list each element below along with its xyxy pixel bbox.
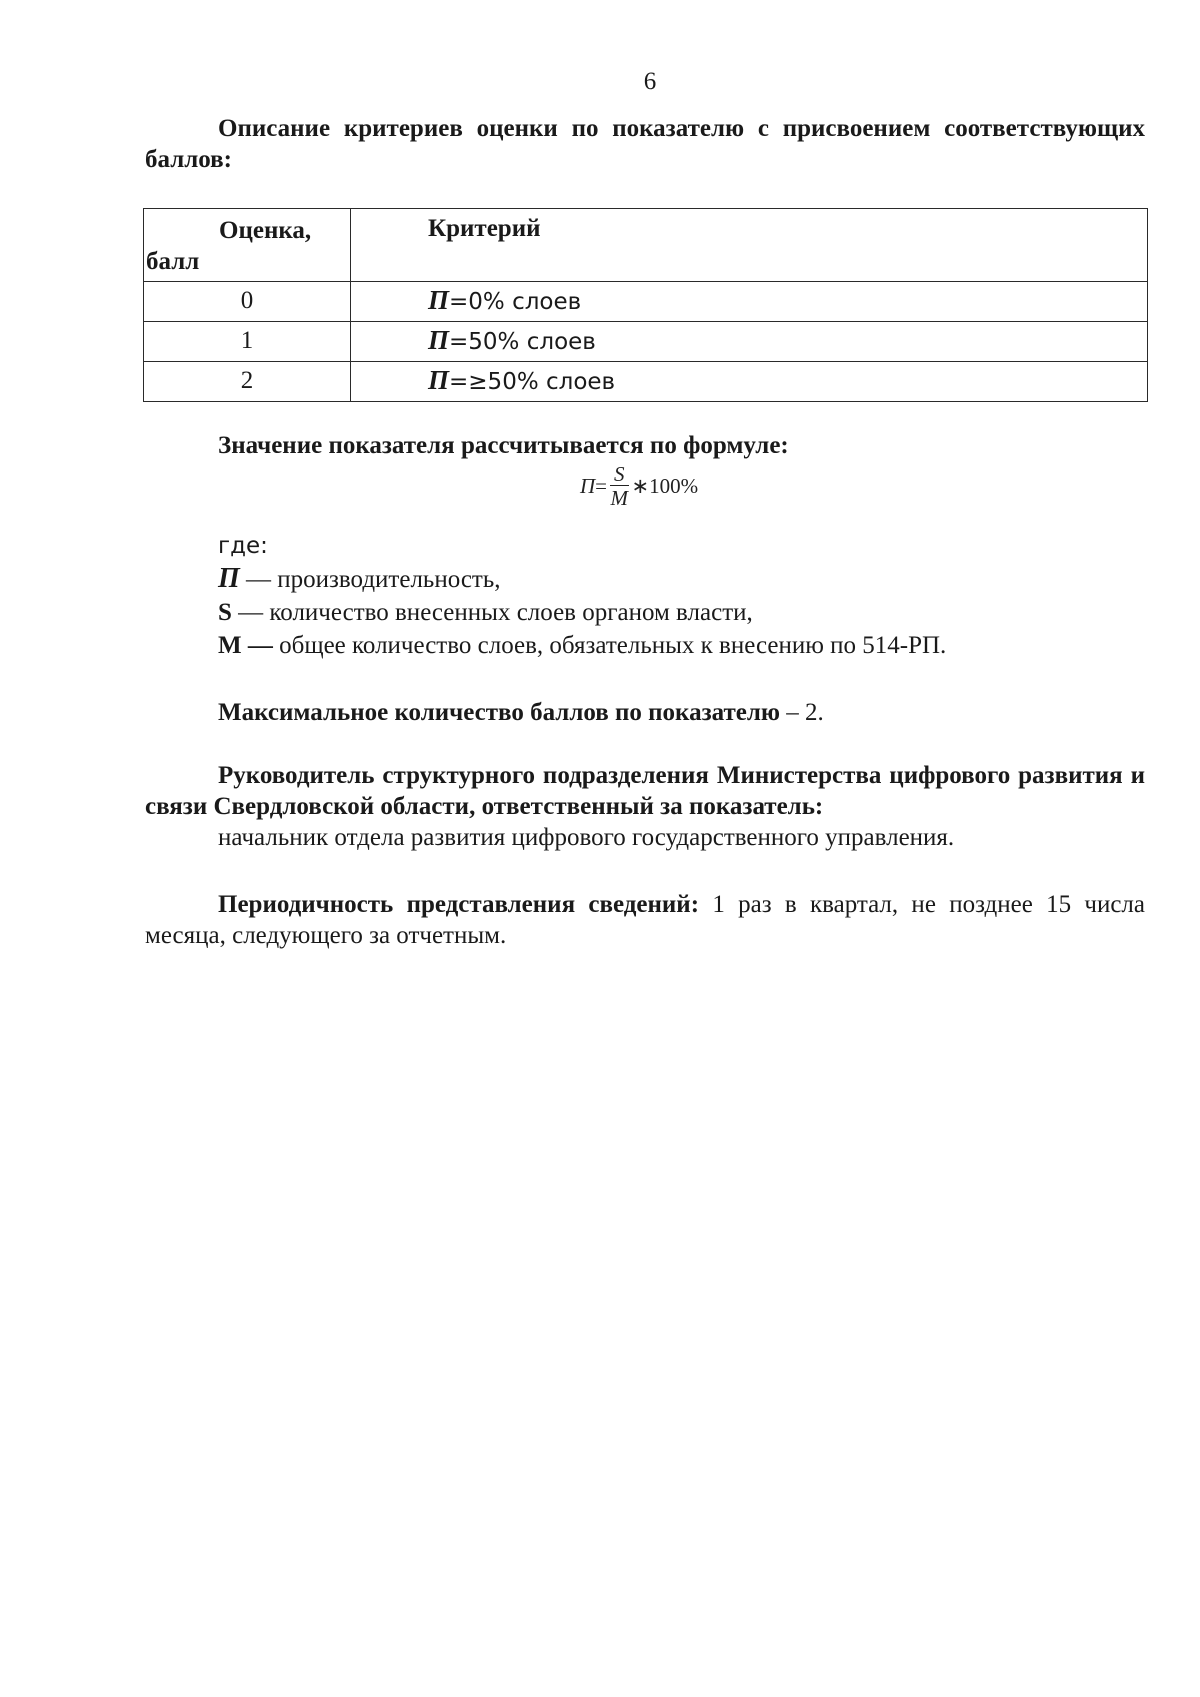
periodicity-paragraph bbox=[145, 889, 1145, 951]
criterion-text: =50% слоев bbox=[449, 329, 596, 355]
max-points-label: Максимальное количество баллов по показателю bbox=[218, 699, 780, 726]
criterion-text: =≥50% слоев bbox=[449, 369, 616, 395]
periodicity-label: Периодичность представления сведений: bbox=[218, 891, 700, 918]
header-score-line1: Оценка, bbox=[219, 217, 312, 244]
criterion-symbol: П bbox=[428, 325, 450, 355]
header-score-line2: балл bbox=[146, 248, 200, 275]
table-row bbox=[144, 362, 1148, 402]
definition-symbol: M — bbox=[218, 632, 273, 659]
definition-symbol: П bbox=[218, 563, 240, 594]
header-criterion-label: Критерий bbox=[428, 215, 541, 242]
formula bbox=[580, 463, 698, 510]
definition-text: — производительность, bbox=[239, 566, 501, 593]
formula-lhs: П bbox=[580, 474, 596, 498]
head-unit-paragraph bbox=[145, 760, 1145, 822]
definition-text: общее количество слоев, обязательных к внесению по 514-РП. bbox=[272, 632, 947, 659]
formula-denominator: M bbox=[610, 486, 629, 510]
criteria-table bbox=[143, 208, 1148, 402]
row-criterion bbox=[351, 322, 1148, 362]
head-unit-value-paragraph bbox=[145, 822, 1145, 853]
page-number: 6 bbox=[643, 68, 657, 95]
row-score: 0 bbox=[144, 282, 351, 322]
table-row bbox=[144, 282, 1148, 322]
row-score: 1 bbox=[144, 322, 351, 362]
formula-numerator: S bbox=[610, 463, 629, 486]
criterion-symbol: П bbox=[428, 365, 450, 395]
where-label: где: bbox=[218, 533, 268, 559]
max-points-value: – 2. bbox=[779, 699, 824, 726]
table-header-row bbox=[144, 209, 1148, 282]
definition-item bbox=[218, 629, 946, 662]
criterion-text: =0% слоев bbox=[449, 289, 582, 315]
row-criterion bbox=[351, 282, 1148, 322]
formula-intro bbox=[145, 430, 1145, 461]
definition-item bbox=[218, 562, 946, 596]
definitions-list bbox=[218, 562, 946, 662]
criterion-symbol: П bbox=[428, 285, 450, 315]
definition-text: — количество внесенных слоев органом власти, bbox=[231, 599, 753, 626]
header-score bbox=[144, 209, 351, 282]
head-unit-label: Руководитель структурного подразделения Министерства цифрового развития и связи Свердловской области, ответственный за показатель: bbox=[145, 762, 1145, 820]
definition-item bbox=[218, 596, 946, 629]
formula-tail: ∗100% bbox=[631, 474, 699, 498]
row-score: 2 bbox=[144, 362, 351, 402]
formula-intro-text: Значение показателя рассчитывается по формуле: bbox=[218, 432, 789, 459]
formula-fraction bbox=[610, 463, 629, 510]
table-row bbox=[144, 322, 1148, 362]
row-criterion bbox=[351, 362, 1148, 402]
table-heading-text: Описание критериев оценки по показателю с присвоением соответствующих баллов: bbox=[145, 115, 1145, 173]
max-points-paragraph bbox=[145, 697, 1145, 728]
periodicity-value: 1 раз в квартал, не позднее 15 числа месяца, следующего за отчетным. bbox=[145, 891, 1145, 949]
head-unit-value: начальник отдела развития цифрового государственного управления. bbox=[218, 824, 955, 851]
formula-equals: = bbox=[595, 474, 608, 498]
definition-symbol: S bbox=[218, 599, 232, 626]
header-criterion bbox=[351, 209, 1148, 282]
table-heading bbox=[145, 113, 1145, 175]
